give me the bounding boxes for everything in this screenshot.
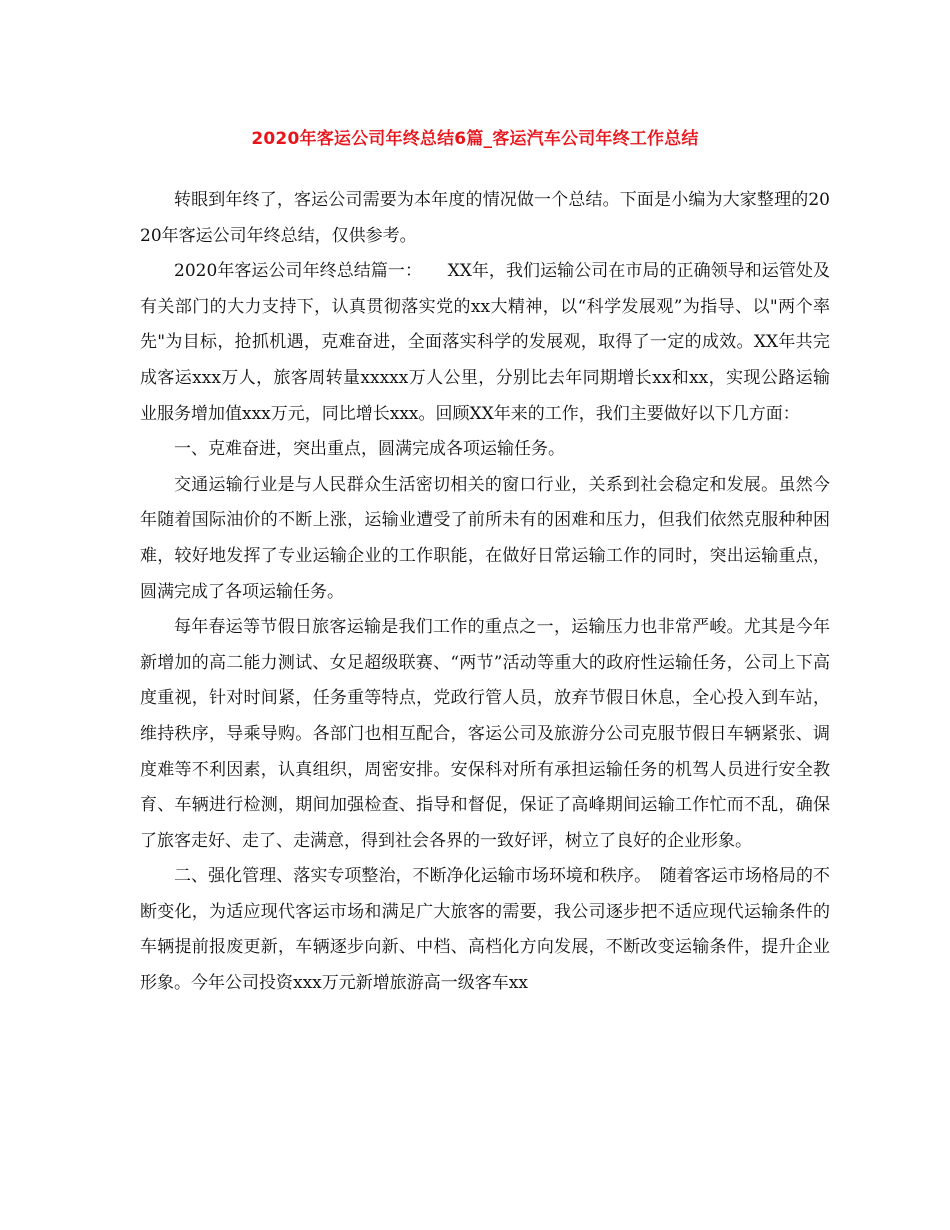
- paragraph-spring-transport: 每年春运等节假日旅客运输是我们工作的重点之一，运输压力也非常严峻。尤其是今年新增加的高二能力测试、女足超级联赛、“两节”活动等重大的政府性运输任务，公司上下高度重视，针对时间紧，任务重等特点，党政行管人员，放弃节假日休息，全心投入到车站，维持秩序，导乘导购。各部门也相互配合，客运公司及旅游分公司克服节假日车辆紧张、调度难等不利因素，认真组织，周密安排。安保科对所有承担运输任务的机驾人员进行安全教育、车辆进行检测，期间加强检查、指导和督促，保证了高峰期间运输工作忙而不乱，确保了旅客走好、走了、走满意，得到社会各界的一致好评，树立了良好的企业形象。: [140, 617, 830, 851]
- paragraph-intro: 转眼到年终了，客运公司需要为本年度的情况做一个总结。下面是小编为大家整理的2020年客运公司年终总结，仅供参考。: [140, 190, 830, 246]
- document-title: 2020年客运公司年终总结6篇_客运汽车公司年终工作总结: [251, 129, 699, 149]
- paragraph-heading-one: 一、克难奋进，突出重点，圆满完成各项运输任务。: [174, 439, 565, 460]
- paragraph-heading-two: 二、强化管理、落实专项整治，不断净化运输市场环境和秩序。 随着客运市场格局的不断变化，为适应现代客运市场和满足广大旅客的需要，我公司逐步把不适应现代运输条件的车辆提前报废更新，车辆逐步向新、中档、高档化方向发展，不断改变运输条件，提升企业形象。今年公司投资xxx万元新增旅游高一级客车xx: [140, 866, 830, 994]
- paragraph-summary-one: 2020年客运公司年终总结篇一： XX年，我们运输公司在市局的正确领导和运管处及有关部门的大力支持下，认真贯彻落实党的xx大精神，以“科学发展观”为指导、以"两个率先"为目标，抢抓机遇，克难奋进，全面落实科学的发展观，取得了一定的成效。XX年共完成客运xxx万人，旅客周转量xxxxx万人公里，分别比去年同期增长xx和xx，实现公路运输业服务增加值xxx万元，同比增长xxx。回顾XX年来的工作，我们主要做好以下几方面：: [140, 261, 830, 424]
- paragraph-transport-industry: 交通运输行业是与人民群众生活密切相关的窗口行业，关系到社会稳定和发展。虽然今年随着国际油价的不断上涨，运输业遭受了前所未有的困难和压力，但我们依然克服种种困难，较好地发挥了专业运输企业的工作职能，在做好日常运输工作的同时，突出运输重点，圆满完成了各项运输任务。: [140, 474, 830, 602]
- document-body: [140, 183, 830, 1002]
